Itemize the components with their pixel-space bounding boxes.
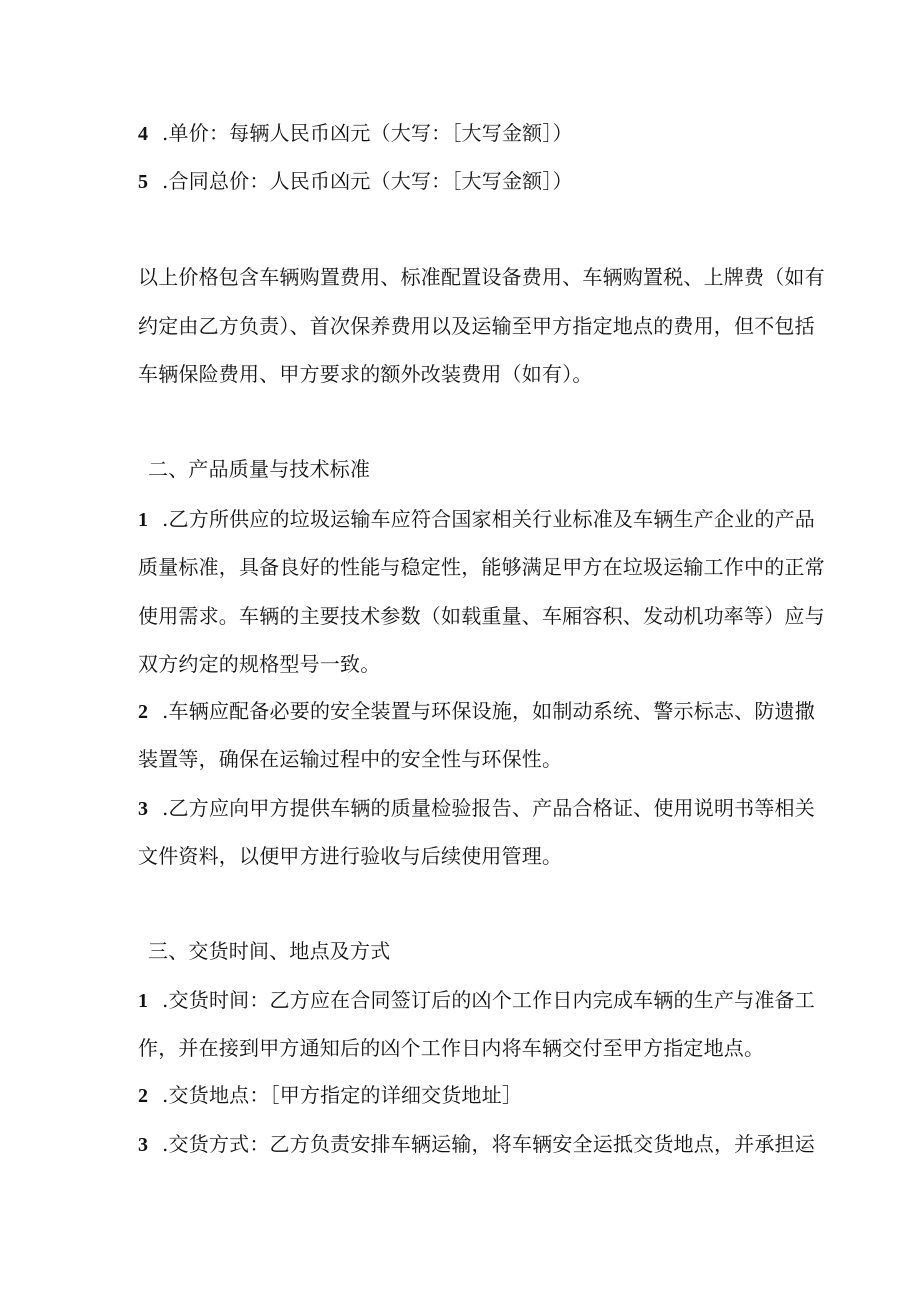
item-text: .合同总价：人民币凶元（大写：［大写金额］） — [162, 169, 573, 193]
clause-line: 双方约定的规格型号一致。 — [138, 652, 381, 676]
clause-line: 文件资料，以便甲方进行验收与后续使用管理。 — [138, 844, 563, 868]
item-text: .乙方所供应的垃圾运输车应符合国家相关行业标准及车辆生产企业的产品 — [162, 507, 815, 531]
clause-line: 使用需求。车辆的主要技术参数（如载重量、车厢容积、发动机功率等）应与 — [138, 604, 825, 628]
clause-line — [138, 698, 815, 725]
price-note-line: 车辆保险费用、甲方要求的额外改装费用（如有）。 — [138, 362, 593, 386]
item-number: 2 — [138, 1085, 149, 1107]
item-number: 5 — [138, 171, 149, 193]
price-item-unit — [138, 120, 573, 147]
clause-line — [138, 1131, 815, 1158]
price-item-total — [138, 168, 573, 195]
item-text: .交货地点：［甲方指定的详细交货地址］ — [162, 1083, 523, 1107]
item-number: 3 — [138, 798, 149, 820]
clause-line — [138, 506, 815, 533]
clause-line: 作，并在接到甲方通知后的凶个工作日内将车辆交付至甲方指定地点。 — [138, 1036, 765, 1060]
clause-line: 装置等，确保在运输过程中的安全性与环保性。 — [138, 747, 563, 771]
clause-line — [138, 1082, 522, 1109]
item-number: 2 — [138, 701, 149, 723]
section-heading: 三、交货时间、地点及方式 — [148, 939, 391, 963]
section-heading: 二、产品质量与技术标准 — [148, 457, 371, 481]
item-number: 4 — [138, 123, 149, 145]
item-text: .交货方式：乙方负责安排车辆运输，将车辆安全运抵交货地点，并承担运 — [162, 1132, 815, 1156]
item-number: 1 — [138, 990, 149, 1012]
item-number: 1 — [138, 509, 149, 531]
item-text: .单价：每辆人民币凶元（大写：［大写金额］） — [162, 121, 573, 145]
price-note-line: 约定由乙方负责）、首次保养费用以及运输至甲方指定地点的费用，但不包括 — [138, 314, 815, 338]
item-number: 3 — [138, 1134, 149, 1156]
clause-line: 质量标准，具备良好的性能与稳定性，能够满足甲方在垃圾运输工作中的正常 — [138, 555, 825, 579]
item-text: .乙方应向甲方提供车辆的质量检验报告、产品合格证、使用说明书等相关 — [162, 796, 815, 820]
price-note-line: 以上价格包含车辆购置费用、标准配置设备费用、车辆购置税、上牌费（如有 — [138, 265, 825, 289]
item-text: .车辆应配备必要的安全装置与环保设施，如制动系统、警示标志、防遗撒 — [162, 699, 815, 723]
clause-line — [138, 987, 815, 1014]
item-text: .交货时间：乙方应在合同签订后的凶个工作日内完成车辆的生产与准备工 — [162, 988, 815, 1012]
clause-line — [138, 795, 815, 822]
